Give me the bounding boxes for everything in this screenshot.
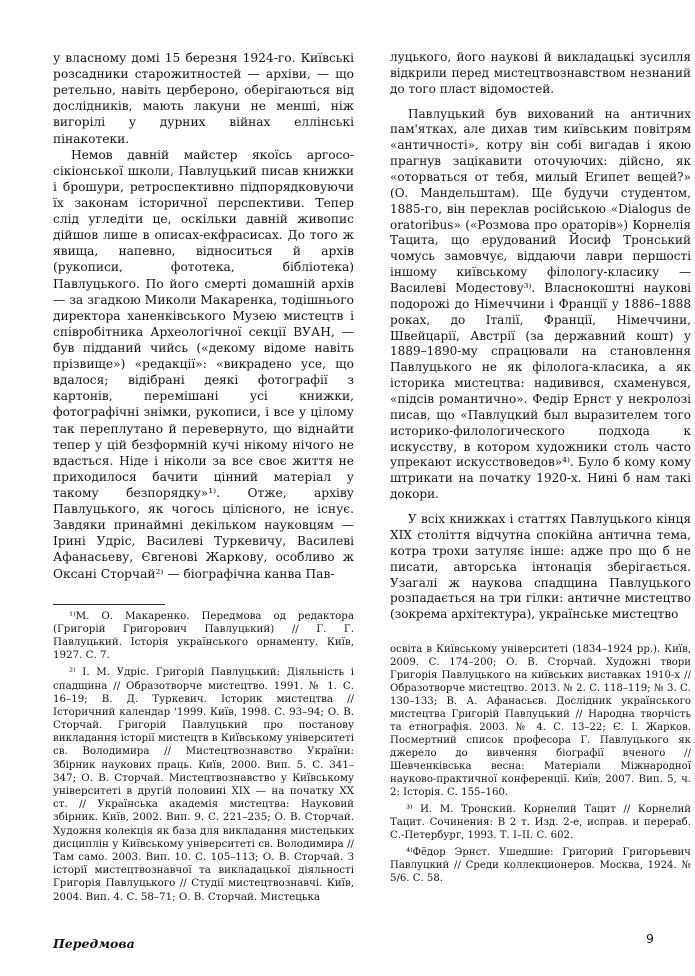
body-paragraph-5: У всіх книжках і статтях Павлуцького кінця XIX століття відчутна спокійна антична тема, котра трохи затуляє інше: адже про що б не писати, авторська інтонація зберігається. Узагалі ж наукова спадщина Павлуцького розпадається на три гілки: античне мистецтво (зокрема архітектура), українське мистецтво	[390, 512, 691, 622]
footnote-block-left	[53, 604, 354, 904]
footnote-1: ¹⁾М. О. Макаренко. Передмова од редактора (Григорій Григорович Павлуцький) // Г. Г. Павлуцький. Історія українського орнаменту. Київ, 1927. С. 7.	[53, 609, 354, 662]
right-column	[390, 50, 691, 889]
footnote-2: ²⁾ І. М. Удріс. Григорій Павлуцький: Діяльність і спадщина // Образотворче мистецтво. 1991. № 1. С. 16–19; В. Д. Туркевич. Історик мистецтва // Історичний календар '1999. Київ, 1998. С. 93–94; О. В. Сторчай. Григорій Павлуцький про постанову викладання історії мистецтв в Київському університеті св. Володимира // Мистецтвознавство України: Збірник наукових праць. Київ, 2000. Вип. 5. С. 341–347; О. В. Сторчай. Мистецтвознавство у Київському університеті в другій половині XIX — на початку XX ст. // Українська академія мистецтва: Науковий збірник. Київ, 2002. Вип. 9. С. 221–235; О. В. Сторчай. Художня колекція як база для викладання мистецьких дисциплін у Київському університеті св. Володимира // Там само. 2003. Вип. 10. С. 105–113; О. В. Сторчай. З історії мистецтвознавчої та викладацької діяльності Григорія Павлуцького // Студії мистецтвознавчі. Київ, 2004. Вип. 4. С. 58–71; О. В. Сторчай. Мистецька	[53, 666, 354, 903]
page-number: 9	[646, 931, 654, 946]
left-column	[53, 50, 354, 908]
body-paragraph-4: Павлуцький був вихований на античних пам'ятках, але дихав тим київським повітрям «античності», котру він собі вигадав і якою прагнув зацікавити оточуючих: дійсно, як «оторваться от тебя, милый Египет вещей?» (О. Мандельштам). Ще будучи студентом, 1885-го, він переклав російською «Dialogus de oratoribus» («Розмова про ораторів») Корнелія Тацита, що ерудований Йосиф Тронський чомусь замовчує, віддаючи лаври першості іншому київському філологу-класику — Василеві Модестову³⁾. Власнокоштні наукові подорожі до Німеччини і Франції у 1886–1888 роках, до Італії, Франції, Німеччини, Швейцарії, Австрії (за державний кошт) у 1889–1890-му спрацювали на становлення Павлуцького не як філолога-класика, а як історика мистецтва: надивився, схаменувся, «підсів романтично». Федір Ернст у некролозі писав, що «Павлуцкий был выразителем того историко-филологического подхода к искусству, в котором художники столь часто упрекают искусствоведов»⁴⁾. Було б кому кому штрикати на початку 1920-х. Нині б нам такі докори.	[390, 106, 691, 502]
footnotes-right	[390, 643, 691, 885]
footnote-4: ⁴⁾Фёдор Эрнст. Ушедшие: Григорий Григорьевич Павлуцкий // Среди коллекционеров. Москва, 1924. № 5/6. С. 58.	[390, 847, 691, 885]
footnote-3: ³⁾ И. М. Тронский. Корнелий Тацит // Корнелий Тацит. Сочинения: В 2 т. Изд. 2-е, исправ. и перераб. С.-Петербург, 1993. Т. I–II. С. 602.	[390, 804, 691, 842]
footnote-rule	[53, 604, 165, 605]
footnote-2-continued: освіта в Київському університеті (1834–1924 рр.). Київ, 2009. С. 174–200; О. В. Сторчай. Художні твори Григорія Павлуцького на київських виставках 1910-х // Образотворче мистецтво. 2013. № 2. С. 118–119; № 3. С. 130–133; В. А. Афанасьєв. Дослідник українського мистецтва Григорій Павлуцький // Народна творчість та етнографія. 2003. № 4. С. 13–22; Є. І. Жарков. Посмертний список професора Г. Павлуцького як джерело до вивчення біографії вченого // Шевченківська весна: Матеріали Міжнародної науково-практичної конференції. Київ, 2007. Вип. 5, ч. 2: Історія. С. 155–160.	[390, 644, 691, 799]
body-paragraph-1: у власному домі 15 березня 1924-го. Київські розсадники старожитностей — архіви, — що ретельно, навіть цербероно, оберігаються від дослідників, мають лакуни не менші, ніж вигорілі у дурних війнах еллінські пінакотеки.	[53, 51, 354, 146]
body-paragraph-3: луцького, його наукові й викладацькі зусилля відкрили перед мистецтвознавством незнаний до того пласт відомостей.	[390, 50, 691, 96]
running-footer-title: Передмова	[53, 936, 135, 951]
body-paragraph-2: Немов давній майстер якоїсь аргосо-сікіонської школи, Павлуцький писав книжки і брошури, ретроспективно підпорядковуючи їх законам історичної перспективи. Тепер слід угледіти це, оскільки давній живопис дійшов лише в описах-екфрасисах. До того ж явища, напевно, відноситься й архів (рукописи, фототека, бібліотека) Павлуцького. По його смерті домашній архів — за згадкою Миколи Макаренка, тодішнього директора ханенківського Музею мистецтв і співробітника Археологічної секції ВУАН, — був підданий чийсь («декому відоме навіть прізвище») «редакції»: «викрадено усе, що вдалося; відібрані деякі фотографії з картонів, перемішані усі книжки, фотографічні знімки, рукописи, і все у цілому так переплутано й перевернуто, що віднайти тепер у цій безформній кучі нікому нічого не вдасться. Ніде і ніколи за все своє життя не приходилося бачити цінний матеріал у такому безпорядку»¹⁾. Отже, архіву Павлуцького, як чогось цілісного, не існує. Завдяки принаймні декільком науковцям — Ірині Удріс, Василеві Туркевичу, Василеві Афанасьеву, Євгенові Жаркову, особливо ж Оксані Сторчай²⁾ — біографічна канва Пав-	[53, 147, 354, 581]
footnotes-left	[53, 610, 354, 904]
